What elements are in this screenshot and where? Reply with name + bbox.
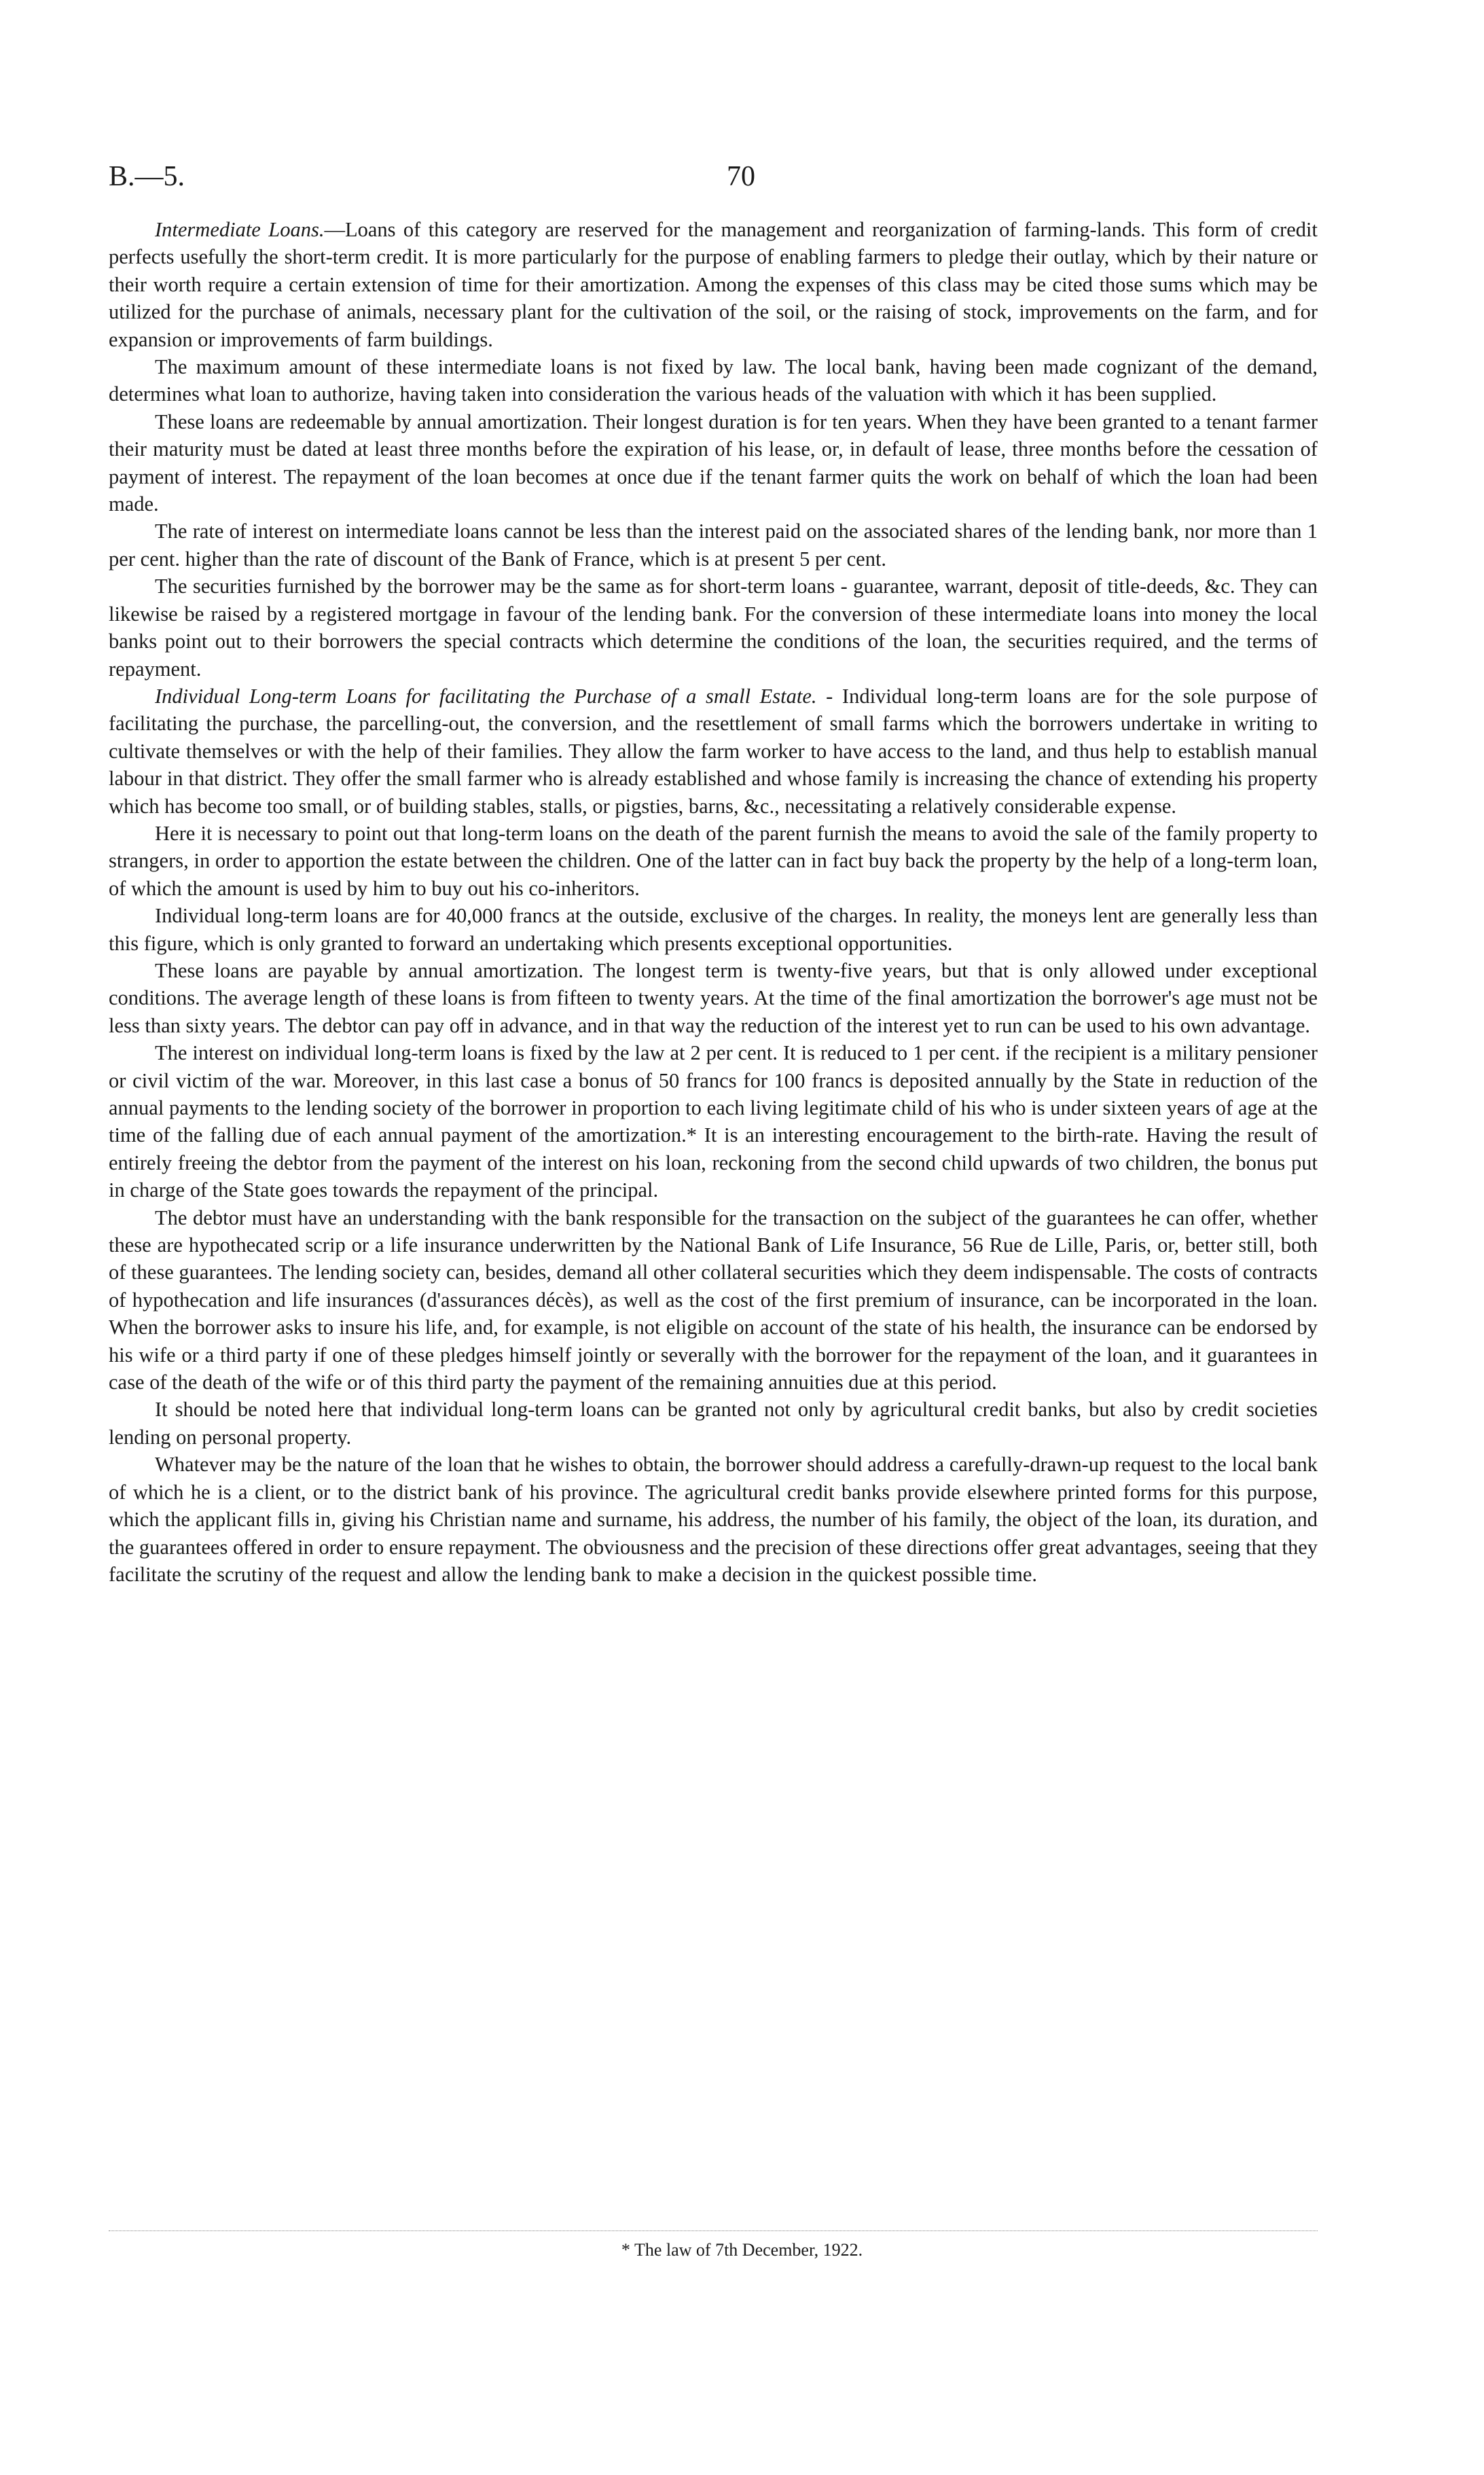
document-reference: B.—5. bbox=[109, 161, 185, 192]
paragraph bbox=[109, 573, 1318, 683]
paragraph-text: The securities furnished by the borrower may be the same as for short-term loans - guarantee, warrant, deposit of title-deeds, &c. They can likewise be raised by a registered mortgage in favour of the lending bank. For the conversion of these intermediate loans into money the local banks point out to their borrowers the special contracts which determine the conditions of the loan, the securities required, and the terms of repayment. bbox=[109, 575, 1318, 681]
paragraph bbox=[109, 957, 1318, 1039]
paragraph bbox=[109, 216, 1318, 353]
paragraph bbox=[109, 902, 1318, 957]
paragraph-text: The interest on individual long-term loans is fixed by the law at 2 per cent. It is reduced to 1 per cent. if the recipient is a military pensioner or civil victim of the war. Moreover, in this last case a bonus of 50 francs for 100 francs is deposited annually by the State in reduction of the annual payments to the lending society of the borrower in proportion to each living legitimate child of his who is under sixteen years of age at the time of the falling due of each annual payment of the amortization.* It is an interesting encouragement to the birth-rate. Having the result of entirely freeing the debtor from the payment of the interest on his loan, reckoning from the second child upwards of two children, the bonus put in charge of the State goes towards the repayment of the principal. bbox=[109, 1041, 1318, 1202]
paragraph-text: The rate of interest on intermediate loans cannot be less than the interest paid on the associated shares of the lending bank, nor more than 1 per cent. higher than the rate of discount of the Bank of France, which is at present 5 per cent. bbox=[109, 520, 1318, 571]
page-content bbox=[109, 160, 1318, 1588]
paragraph-text: Individual long-term loans are for 40,000 francs at the outside, exclusive of the charges. In reality, the moneys lent are generally less than this figure, which is only granted to forward an undertaking which presents exceptional opportunities. bbox=[109, 904, 1318, 955]
paragraph bbox=[109, 408, 1318, 518]
paragraph-text: The debtor must have an understanding with the bank responsible for the transaction on the subject of the guarantees he can offer, whether these are hypothecated scrip or a life insurance underwritten by the National Bank of Life Insurance, 56 Rue de Lille, Paris, or, better still, both of these guarantees. The lending society can, besides, demand all other collateral securities which they deem indispensable. The costs of contracts of hypothecation and life insurances (d'assurances décès), as well as the cost of the first premium of insurance, can be incorporated in the loan. When the borrower asks to insure his life, and, for example, is not eligible on account of the state of his health, the insurance can be endorsed by his wife or a third party if one of these pledges himself jointly or severally with the borrower for the repayment of the loan, and it guarantees in case of the death of the wife or of this third party the payment of the remaining annuities due at this period. bbox=[109, 1206, 1318, 1394]
paragraph bbox=[109, 683, 1318, 820]
paragraph bbox=[109, 1396, 1318, 1451]
page-header bbox=[109, 160, 1318, 208]
footnote-divider bbox=[109, 2230, 1318, 2231]
page-number: 70 bbox=[727, 161, 755, 192]
paragraph bbox=[109, 820, 1318, 902]
paragraph-text: The maximum amount of these intermediate loans is not fixed by law. The local bank, having been made cognizant of the demand, determines what loan to authorize, having taken into consideration the various heads of the valuation with which it has been supplied. bbox=[109, 355, 1318, 406]
paragraph bbox=[109, 518, 1318, 573]
section-heading: Individual Long-term Loans for facilitating the Purchase of a small Estate. bbox=[155, 684, 817, 708]
paragraph-text: Whatever may be the nature of the loan that he wishes to obtain, the borrower should address a carefully-drawn-up request to the local bank of which he is a client, or to the district bank of his province. The agricultural credit banks provide elsewhere printed forms for this purpose, which the applicant fills in, giving his Christian name and surname, his address, the number of his family, the object of the loan, its duration, and the guarantees offered in order to ensure repayment. The obviousness and the precision of these directions offer great advantages, seeing that they facilitate the scrutiny of the request and allow the lending bank to make a decision in the quickest possible time. bbox=[109, 1453, 1318, 1586]
paragraph-text: Here it is necessary to point out that long-term loans on the death of the parent furnish the means to avoid the sale of the family property to strangers, in order to apportion the estate between the children. One of the latter can in fact buy back the property by the help of a long-term loan, of which the amount is used by him to buy out his co-inheritors. bbox=[109, 821, 1318, 900]
paragraph-text: These loans are redeemable by annual amortization. Their longest duration is for ten years. When they have been granted to a tenant farmer their maturity must be dated at least three months before the expiration of his lease, or, in default of lease, three months before the cessation of payment of interest. The repayment of the loan becomes at once due if the tenant farmer quits the work on behalf of which the loan had been made. bbox=[109, 410, 1318, 516]
paragraph bbox=[109, 1451, 1318, 1588]
body-text bbox=[109, 216, 1318, 1588]
paragraph-text: These loans are payable by annual amortization. The longest term is twenty-five years, but that is only allowed under exceptional conditions. The average length of these loans is from fifteen to twenty years. At the time of the final amortization the borrower's age must not be less than sixty years. The debtor can pay off in advance, and in that way the reduction of the interest yet to run can be used to his own advantage. bbox=[109, 958, 1318, 1037]
paragraph bbox=[109, 1204, 1318, 1396]
paragraph bbox=[109, 353, 1318, 408]
section-heading: Intermediate Loans. bbox=[155, 218, 325, 241]
paragraph-text: It should be noted here that individual long-term loans can be granted not only by agricultural credit banks, but also by credit societies lending on personal property. bbox=[109, 1398, 1318, 1449]
paragraph bbox=[109, 1039, 1318, 1204]
footnote: * The law of 7th December, 1922. bbox=[621, 2240, 863, 2260]
paragraph-text: —Loans of this category are reserved for the management and reorganization of farming-lands. This form of credit perfects usefully the short-term credit. It is more particularly for the purpose of enabling farmers to pledge their outlay, which by their nature or their worth require a certain extension of time for their amortization. Among the expenses of this class may be cited those sums which may be utilized for the purchase of animals, necessary plant for the cultivation of the soil, or the raising of stock, improvements on the farm, and for expansion or improvements of farm buildings. bbox=[109, 218, 1318, 351]
paragraph-text: - Individual long-term loans are for the sole purpose of facilitating the purchase, the parcelling-out, the conversion, and the resettlement of small farms which the borrowers undertake in writing to cultivate themselves or with the help of their families. They allow the farm worker to have access to the land, and thus help to establish manual labour in that district. They offer the small farmer who is already established and whose family is increasing the chance of extending his property which has become too small, or of building stables, stalls, or pigsties, barns, &c., necessitating a relatively considerable expense. bbox=[109, 684, 1318, 818]
